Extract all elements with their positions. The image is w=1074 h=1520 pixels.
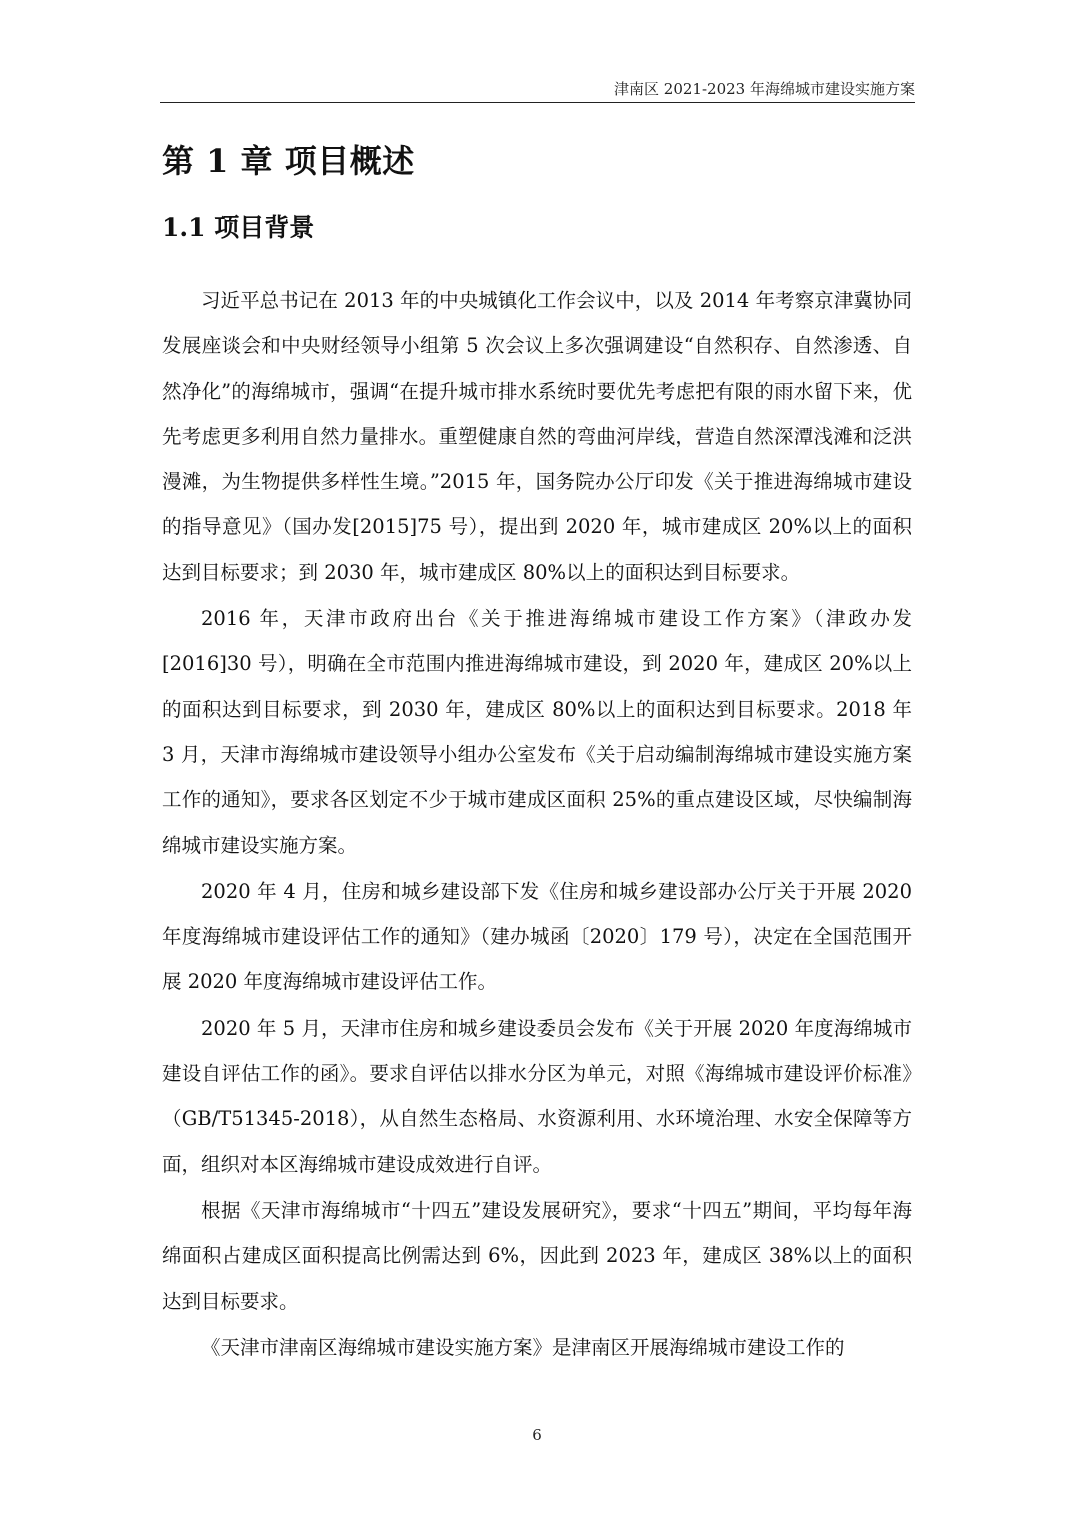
paragraph: 2020 年 4 月，住房和城乡建设部下发《住房和城乡建设部办公厅关于开展 2020 年度海绵城市建设评估工作的通知》（建办城函〔2020〕179 号），决定在全国范围开展 2020 年度海绵城市建设评估工作。: [162, 879, 912, 994]
chapter-title: 第 1 章 项目概述: [162, 142, 415, 180]
paragraph: 2020 年 5 月，天津市住房和城乡建设委员会发布《关于开展 2020 年度海绵城市建设自评估工作的函》。要求自评估以排水分区为单元，对照《海绵城市建设评价标准》（GB/T51345-2018），从自然生态格局、水资源利用、水环境治理、水安全保障等方面，组织对本区海绵城市建设成效进行自评。: [162, 1016, 912, 1176]
body-text: [162, 278, 912, 1370]
paragraph: 习近平总书记在 2013 年的中央城镇化工作会议中，以及 2014 年考察京津冀协同发展座谈会和中央财经领导小组第 5 次会议上多次强调建设“自然积存、自然渗透、自然净化”的海绵城市，强调“在提升城市排水系统时要优先考虑把有限的雨水留下来，优先考虑更多利用自然力量排水。重塑健康自然的弯曲河岸线，营造自然深潭浅滩和泛洪漫滩，为生物提供多样性生境。”2015 年，国务院办公厅印发《关于推进海绵城市建设的指导意见》（国办发[2015]75 号），提出到 2020 年，城市建成区 20%以上的面积达到目标要求；到 2030 年，城市建成区 80%以上的面积达到目标要求。: [162, 289, 912, 584]
paragraph: 根据《天津市海绵城市“十四五”建设发展研究》，要求“十四五”期间，平均每年海绵面积占建成区面积提高比例需达到 6%，因此到 2023 年，建成区 38%以上的面积达到目标要求。: [162, 1198, 912, 1313]
paragraph: 2016 年，天津市政府出台《关于推进海绵城市建设工作方案》（津政办发[2016]30 号），明确在全市范围内推进海绵城市建设，到 2020 年，建成区 20%以上的面积达到目标要求，到 2030 年，建成区 80%以上的面积达到目标要求。2018 年 3 月，天津市海绵城市建设领导小组办公室发布《关于启动编制海绵城市建设实施方案工作的通知》，要求各区划定不少于城市建成区面积 25%的重点建设区域，尽快编制海绵城市建设实施方案。: [162, 607, 912, 857]
section-title: 1.1 项目背景: [162, 213, 315, 242]
page-header: [160, 70, 915, 103]
page-number: 6: [532, 1426, 542, 1444]
header-title: 津南区 2021-2023 年海绵城市建设实施方案: [614, 80, 915, 98]
paragraph: 《天津市津南区海绵城市建设实施方案》是津南区开展海绵城市建设工作的: [201, 1335, 845, 1359]
page-content: [162, 130, 912, 1370]
